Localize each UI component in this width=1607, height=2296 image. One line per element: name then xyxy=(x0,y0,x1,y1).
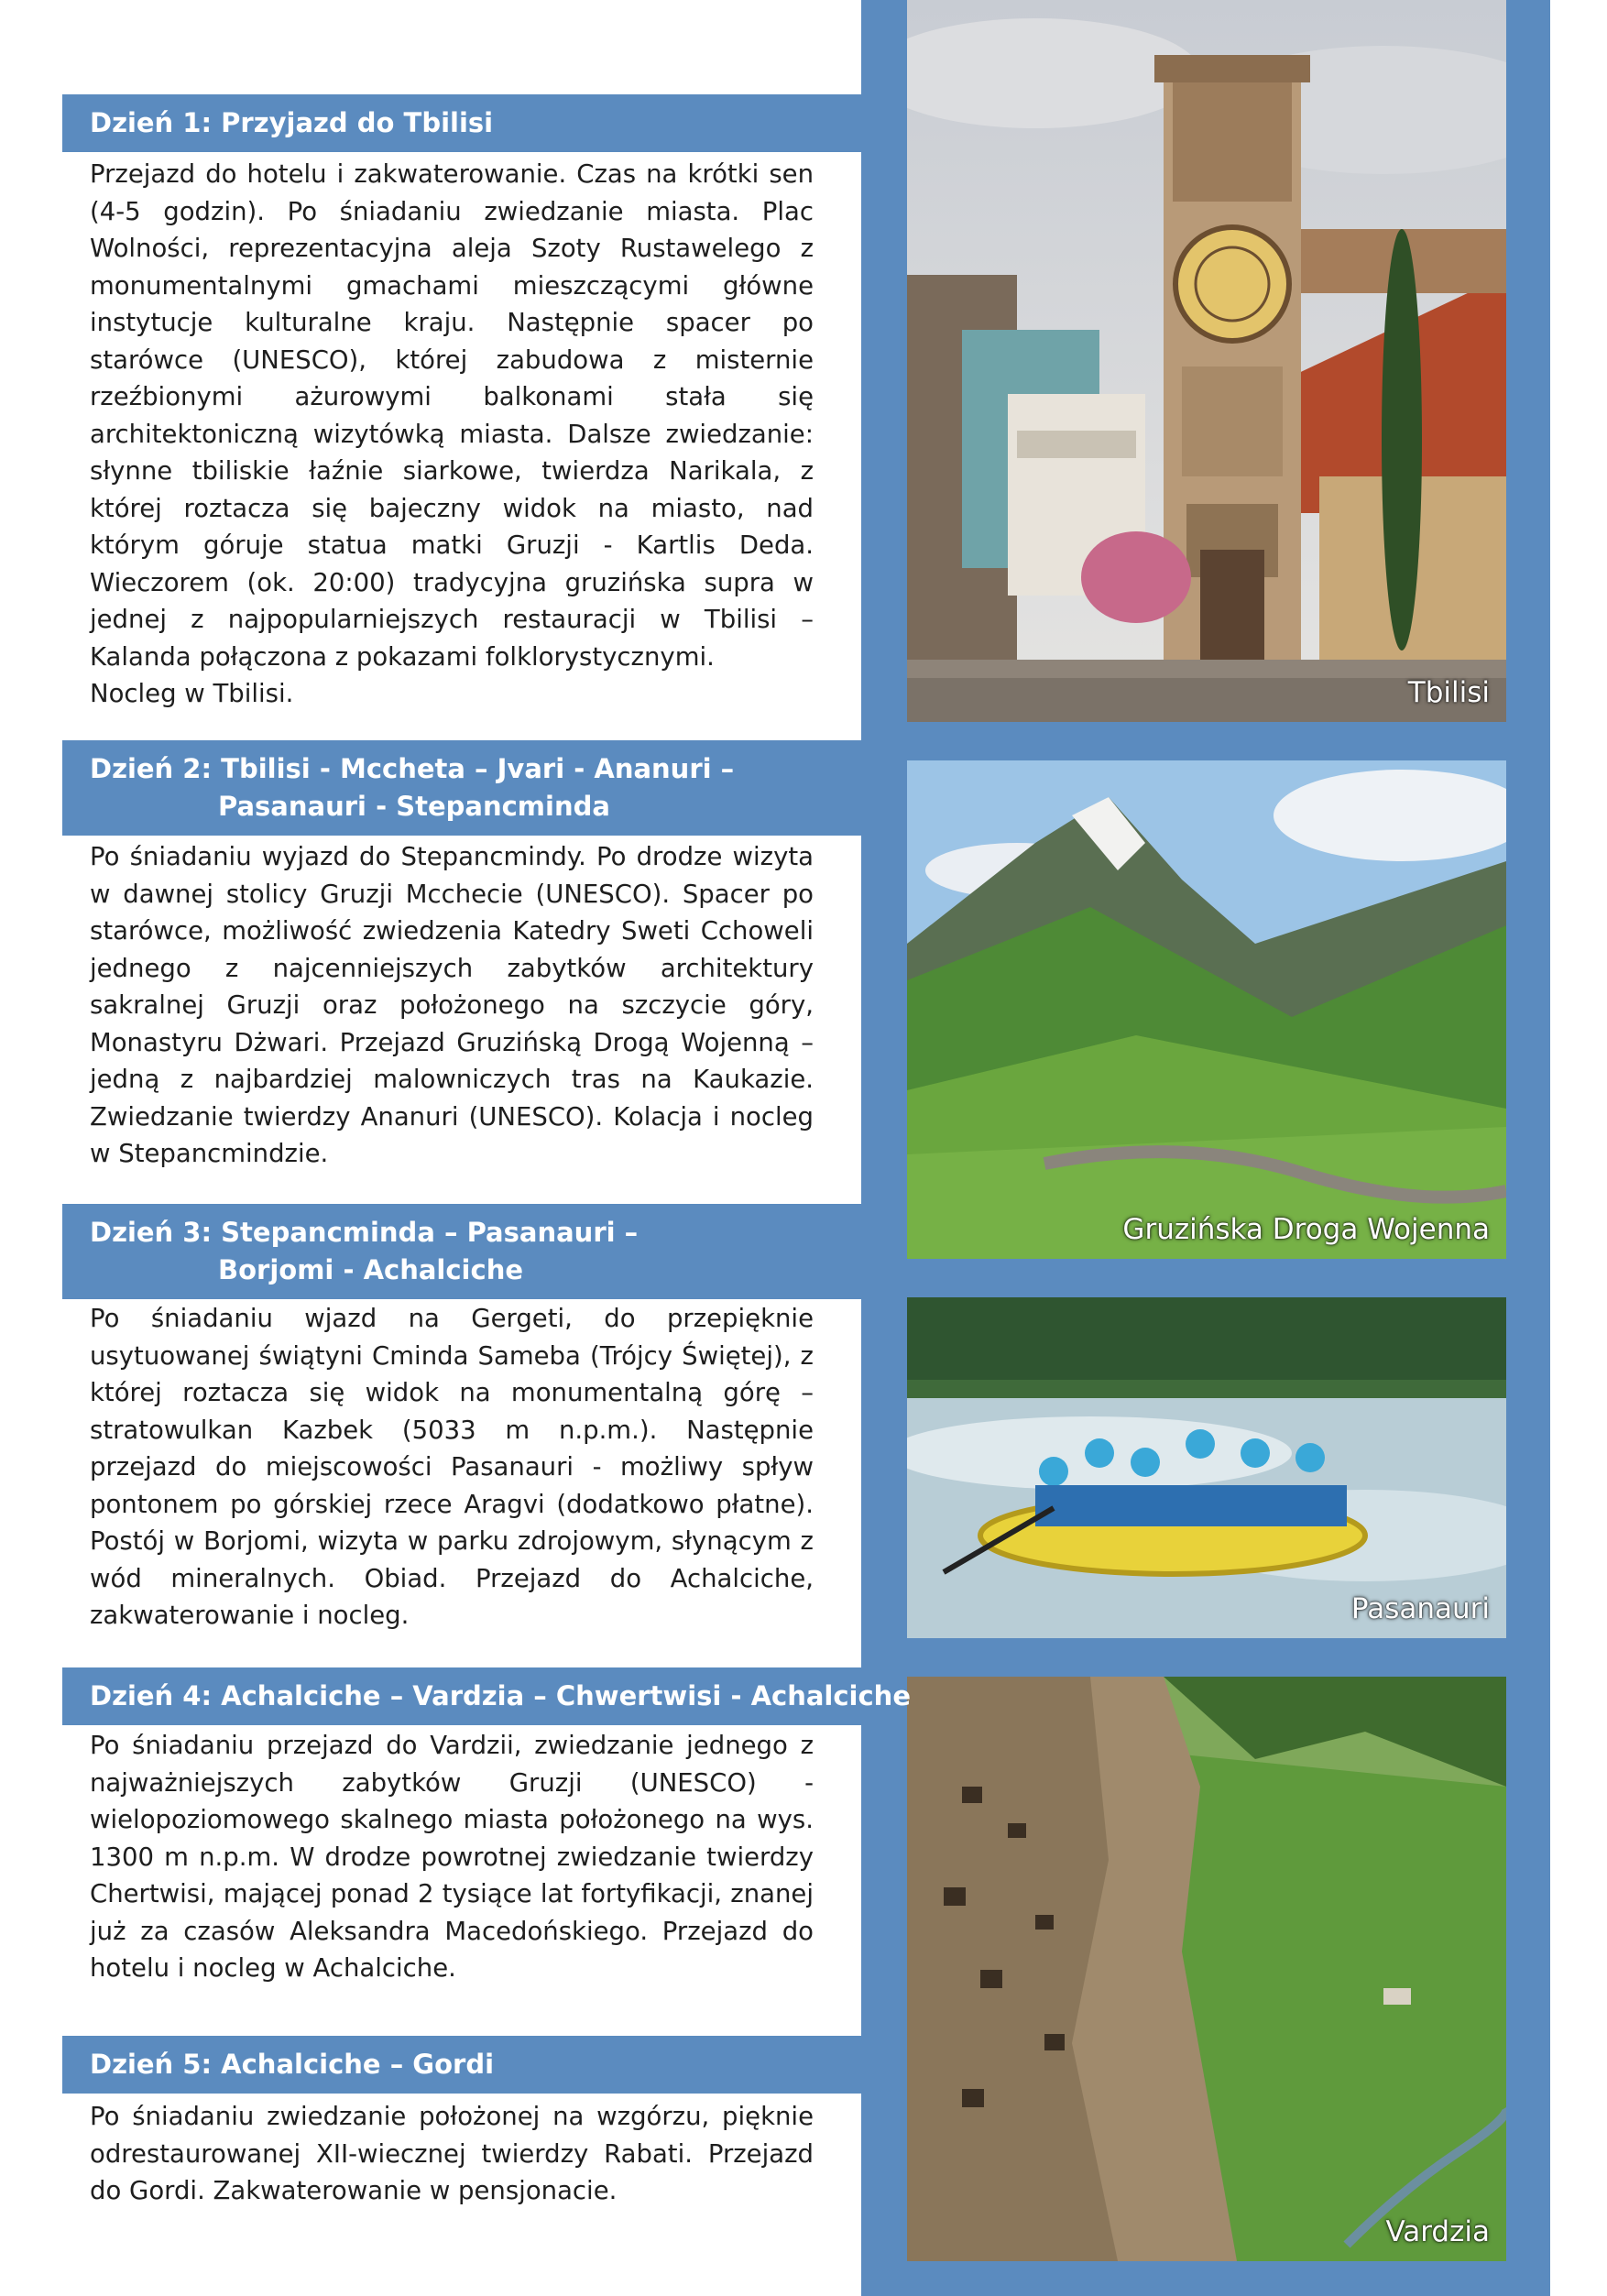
day-3-text: Po śniadaniu wjazd na Gergeti, do przepięknie usytuowanej świątyni Cminda Sameba (Trójcy Świętej), z której roztacza się widok na monumentalną górę – stratowulkan Kazbek (5033 m n.p.m.). Następnie przejazd do miejscowości Pasanauri - możliwy spływ pontonem po górskiej rzece Aragvi (dodatkowo płatne). Postój w Borjomi, wizyta w parku zdrojowym, słynącym z wód mineralnych. Obiad. Przejazd do Achalciche, zakwaterowanie i nocleg. xyxy=(90,1304,814,1630)
day-3-title-line2: Borjomi - Achalciche xyxy=(218,1254,524,1285)
photo-military-road xyxy=(907,760,1506,1259)
day-3-header xyxy=(62,1204,861,1299)
photo-caption-tbilisi: Tbilisi xyxy=(1407,676,1490,709)
day-2-header xyxy=(62,740,861,836)
photo-vardzia xyxy=(907,1677,1506,2261)
day-1-text xyxy=(90,156,814,713)
day-2-title-line2: Pasanauri - Stepancminda xyxy=(218,791,610,822)
day-4-text: Po śniadaniu przejazd do Vardzii, zwiedzanie jednego z najważniejszych zabytków Gruzji (UNESCO) - wielopoziomowego skalnego miasta położonego na wys. 1300 m n.p.m. W drodze powrotnej zwiedzanie twierdzy Chertwisi, mającej ponad 2 tysiące lat fortyfikacji, znanej już za czasów Aleksandra Macedońskiego. Przejazd do hotelu i nocleg w Achalciche. xyxy=(90,1731,814,1983)
day-3-title: Dzień 3: Stepancminda – Pasanauri – xyxy=(90,1217,639,1248)
day-5-header xyxy=(62,2036,861,2094)
day-4-title: Dzień 4: Achalciche – Vardzia – Chwertwisi - Achalciche xyxy=(90,1680,911,1711)
day-4-header xyxy=(62,1667,911,1725)
day-1-title: Dzień 1: Przyjazd do Tbilisi xyxy=(90,107,494,138)
day-2-title: Dzień 2: Tbilisi - Mccheta – Jvari - Ananuri – xyxy=(90,753,735,784)
day-1-paragraph: Przejazd do hotelu i zakwaterowanie. Czas na krótki sen (4-5 godzin). Po śniadaniu zwiedzanie miasta. Plac Wolności, reprezentacyjna aleja Szoty Rustawelego z monumentalnymi gmachami mieszczącymi główne instytucje kulturalne kraju. Następnie spacer po starówce (UNESCO), której zabudowa z misternie rzeźbionymi ażurowymi balkonami stała się architektoniczną wizytówką miasta. Dalsze zwiedzanie: słynne tbiliskie łaźnie siarkowe, twierdza Narikala, z której roztacza się bajeczny widok na miasto, nad którym góruje statua matki Gruzji - Kartlis Deda. Wieczorem (ok. 20:00) tradycyjna gruzińska supra w jednej z najpopularniejszych restauracji w Tbilisi – Kalanda połączona z pokazami folklorystycznymi. xyxy=(90,159,814,672)
photo-caption-pasanauri: Pasanauri xyxy=(1350,1592,1490,1625)
day-5-text: Po śniadaniu zwiedzanie położonej na wzgórzu, pięknie odrestaurowanej XII-wiecznej twierdzy Rabati. Przejazd do Gordi. Zakwaterowanie w pensjonacie. xyxy=(90,2102,814,2205)
photo-tbilisi xyxy=(907,0,1506,722)
photo-caption-military-road: Gruzińska Droga Wojenna xyxy=(1122,1213,1490,1246)
photo-caption-vardzia: Vardzia xyxy=(1385,2215,1490,2248)
day-2-text: Po śniadaniu wyjazd do Stepancmindy. Po drodze wizyta w dawnej stolicy Gruzji Mcchecie (UNESCO). Spacer po starówce, możliwość zwiedzenia Katedry Sweti Cchoweli jednego z najcenniejszych zabytków architektury sakralnej Gruzji oraz położonego na szczycie góry, Monastyru Dżwari. Przejazd Gruzińską Drogą Wojenną – jedną z najbardziej malowniczych tras na Kaukazie. Zwiedzanie twierdzy Ananuri (UNESCO). Kolacja i nocleg w Stepancmindzie. xyxy=(90,842,814,1168)
day-5-title: Dzień 5: Achalciche – Gordi xyxy=(90,2049,495,2080)
photo-pasanauri xyxy=(907,1297,1506,1638)
day-1-header xyxy=(62,94,861,152)
day-1-night: Nocleg w Tbilisi. xyxy=(90,679,294,708)
